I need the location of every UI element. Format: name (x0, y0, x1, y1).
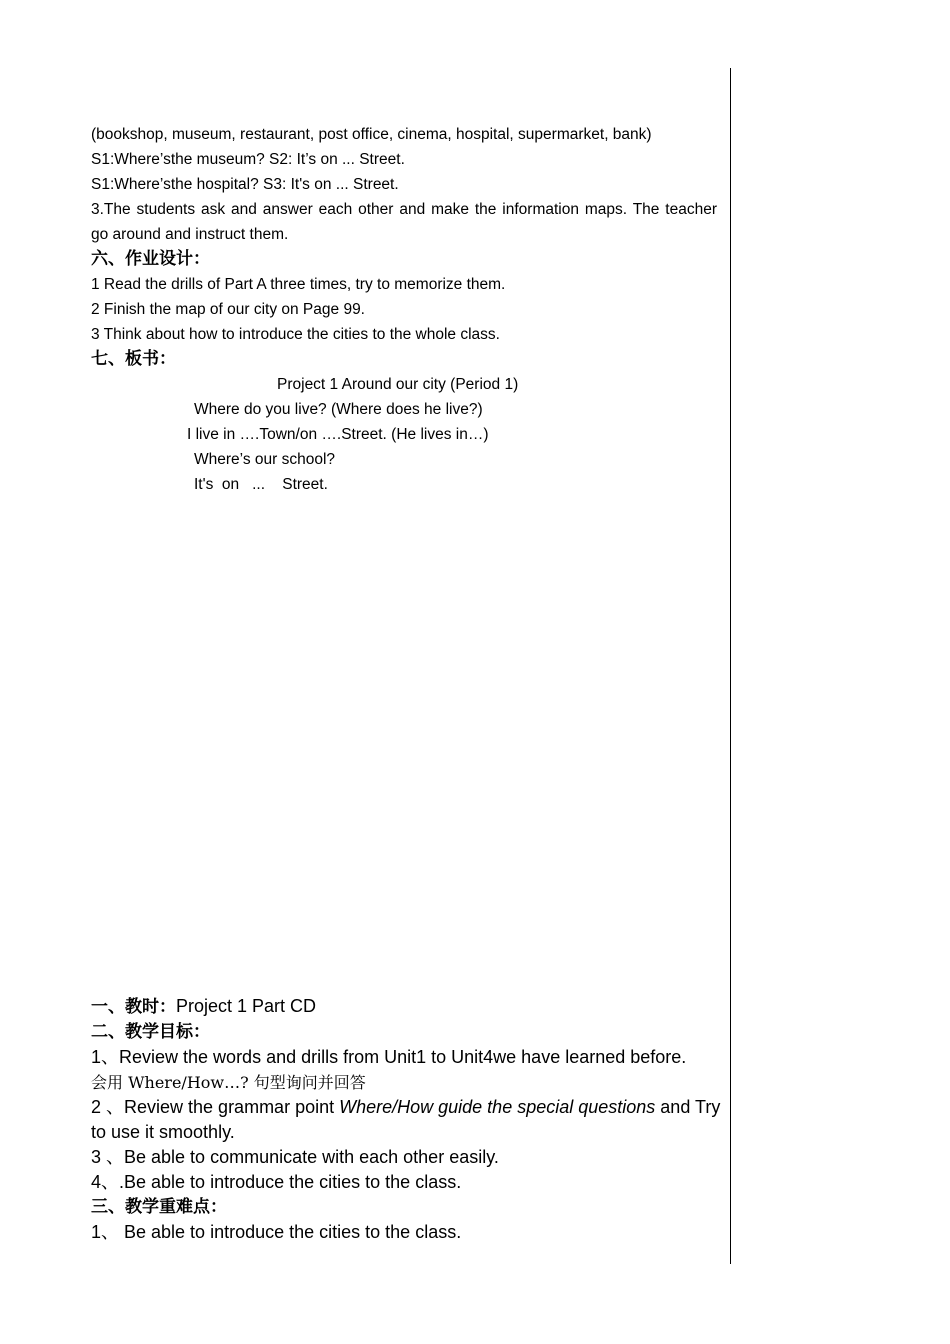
period-line (91, 994, 731, 1020)
homework-item: 2 Finish the map of our city on Page 99. (91, 301, 365, 318)
goals-heading: 二、教学目标： (91, 1022, 210, 1042)
bottom-section (91, 994, 731, 1245)
places-list: (bookshop, museum, restaurant, post office, cinema, hospital, supermarket, bank) (91, 126, 652, 143)
homework-item: 3 Think about how to introduce the cities to the whole class. (91, 326, 500, 343)
board-line: I live in ….Town/on ….Street. (He lives in…) (187, 426, 489, 443)
board-title: Project 1 Around our city (Period 1) (277, 376, 519, 393)
dialogue-line: S1:Where’sthe museum? S2: It’s on ... Street. (91, 151, 405, 168)
board-line: Where do you live? (Where does he live?) (194, 401, 483, 418)
goal-item (91, 1095, 731, 1145)
goal-item: 4、.Be able to introduce the cities to the class. (91, 1172, 462, 1192)
keypoint-item: 1、 Be able to introduce the cities to the class. (91, 1222, 462, 1242)
goal-item: 3 、Be able to communicate with each other easily. (91, 1147, 499, 1167)
goal-2-italic: Where/How guide the special questions (339, 1097, 656, 1117)
period-value: Project 1 Part CD (176, 996, 317, 1016)
board-heading: 七、板书： (91, 349, 176, 369)
goal-item-chinese: 会用 Where/How…? 句型询问并回答 (91, 1073, 366, 1092)
goal-2-suffix: and Try to use it smoothly. (91, 1097, 721, 1142)
goal-2-prefix: 2 、Review the grammar point (91, 1097, 340, 1117)
goal-item: 1、Review the words and drills from Unit1 to Unit4we have learned before. (91, 1047, 687, 1067)
step-3-text: 3.The students ask and answer each other and make the information maps. The teacher go around and instruct them. (91, 201, 717, 243)
dialogue-line: S1:Where’sthe hospital? S3: It's on ... Street. (91, 176, 399, 193)
board-line: Where’s our school? (194, 451, 336, 468)
keypoints-heading: 三、教学重难点： (91, 1197, 227, 1217)
board-line: It's on ... Street. (194, 476, 328, 493)
homework-item: 1 Read the drills of Part A three times, try to memorize them. (91, 276, 506, 293)
period-label: 一、教时： (91, 997, 176, 1017)
homework-heading: 六、作业设计： (91, 249, 210, 269)
top-section (91, 122, 717, 372)
